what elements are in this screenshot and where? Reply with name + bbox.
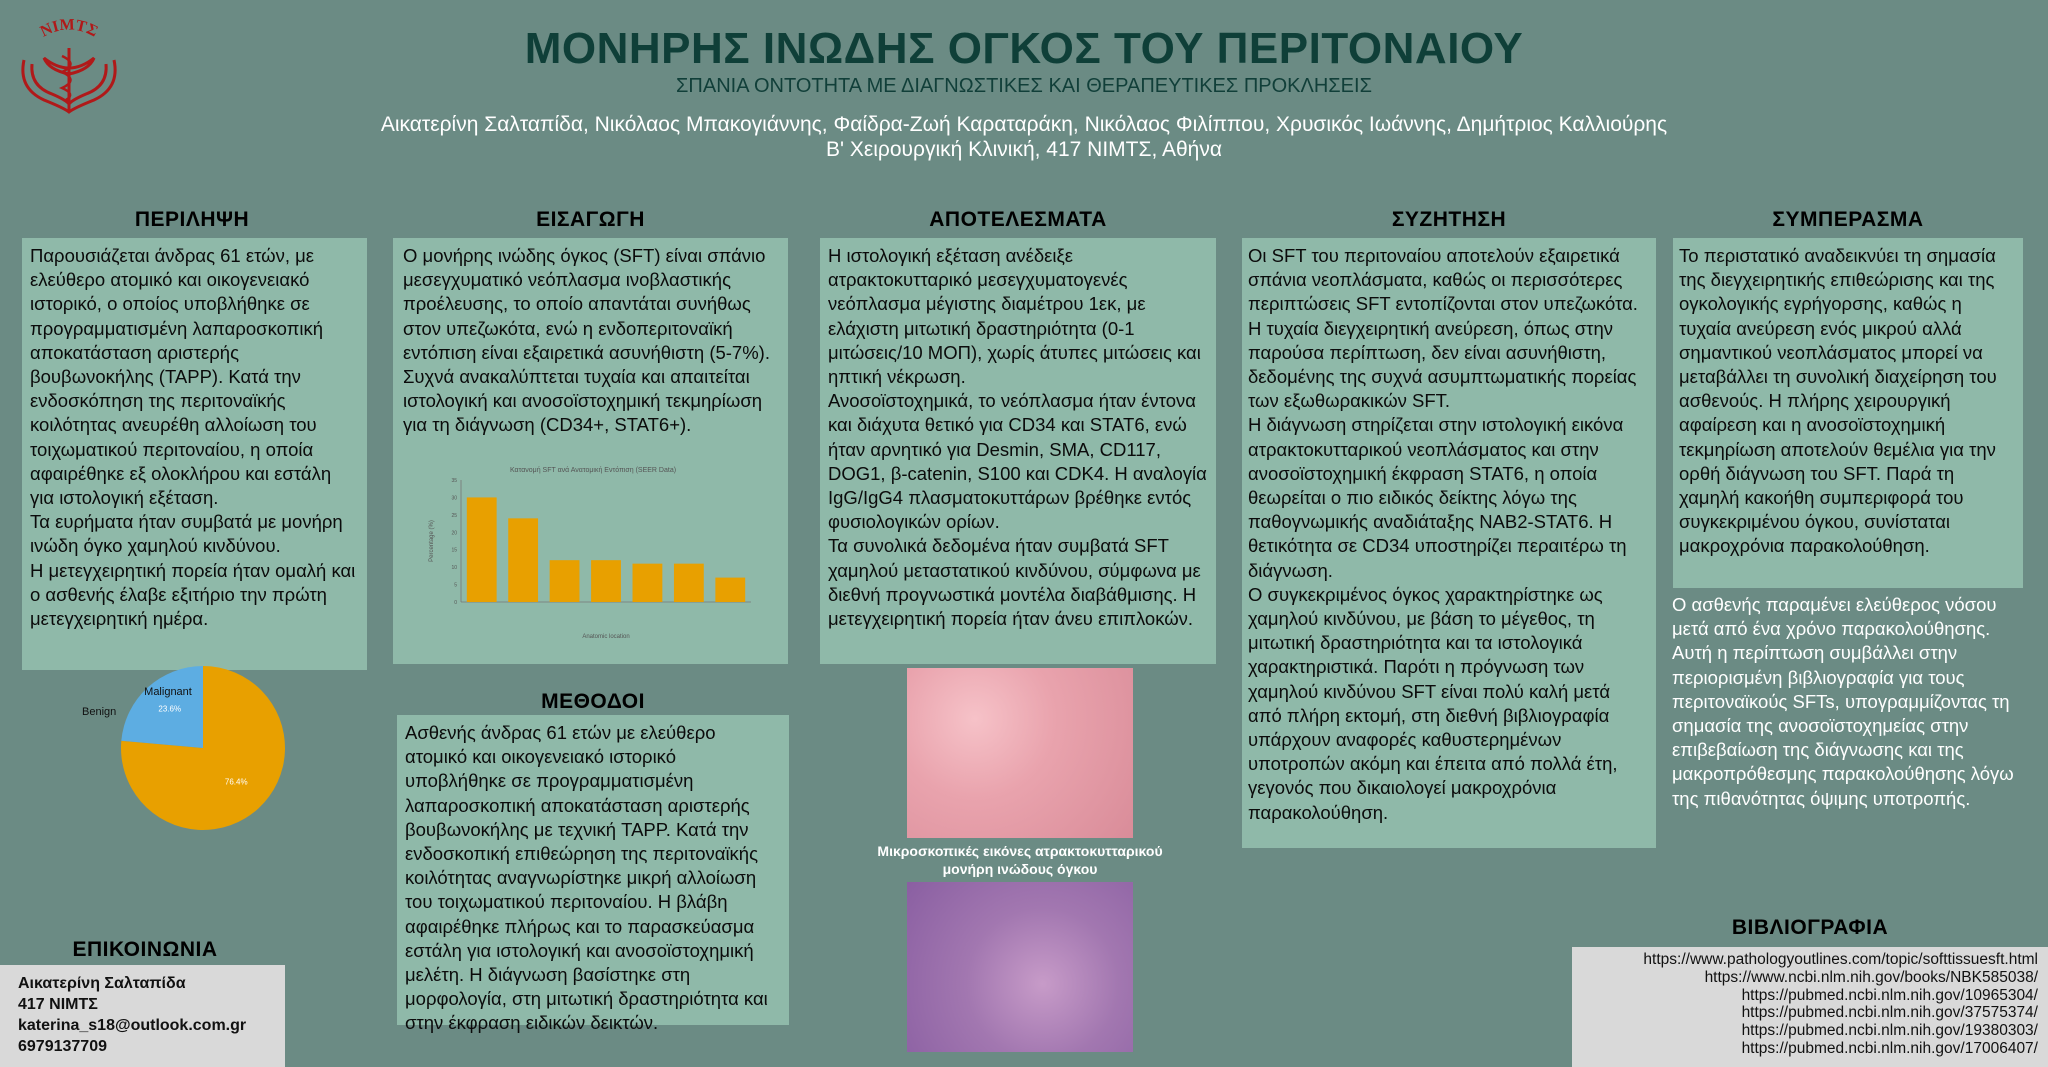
bar: [633, 563, 663, 601]
y-tick-label: 10: [451, 564, 457, 571]
affiliation: Β' Χειρουργική Κλινική, 417 ΝΙΜΤΣ, Αθήνα: [826, 138, 1222, 161]
pie-value-label: 76.4%: [224, 777, 248, 787]
pie-chart-svg: [70, 660, 350, 835]
y-tick-label: 30: [451, 495, 457, 502]
reference-link[interactable]: https://www.ncbi.nlm.nih.gov/books/NBK585038/: [1704, 968, 2038, 986]
summary-paragraph: Τα ευρήματα ήταν συμβατά με μονήρη ινώδη όγκο χαμηλού κινδύνου.: [30, 511, 343, 557]
microscopy-image-1: [907, 668, 1133, 838]
summary-heading: ΠΕΡΙΛΗΨΗ: [134, 208, 250, 231]
bar: [508, 518, 538, 602]
contact-org: 417 ΝΙΜΤΣ: [18, 996, 98, 1013]
y-tick-label: 0: [454, 599, 457, 606]
summary-box: [22, 238, 367, 670]
summary-paragraph: Η μετεγχειρητική πορεία ήταν ομαλή και ο ασθενής έλαβε εξιτήριο την πρώτη μετεγχειρητική ημέρα.: [30, 559, 356, 630]
pie-value-label: 23.6%: [158, 704, 182, 714]
y-tick-label: 15: [451, 547, 457, 554]
conclusion-text: Το περιστατικό αναδεικνύει τη σημασία της διεγχειρητικής επιθεώρισης και της ογκολογικής εγρήγορσης, καθώς η τυχαία ανεύρεση ενός μικρού αλλά σημαντικού νεοπλάσματος μπορεί να μεταβάλλει τη συνολική διαχείρηση του ασθενούς. Η πλήρης χειρουργική αφαίρεση και η ανοσοϊστοχημική τεκμηρίωση αποτελούν θεμέλια για την ορθή διάγνωση του SFT. Παρά τη χαμηλή κακοήθη συμπεριφορά του συγκεκριμένου όγκου, συνίσταται μακροχρόνια παρακολούθηση.: [1679, 245, 1997, 557]
y-tick-label: 35: [451, 477, 457, 484]
conclusion-followup: Ο ασθενής παραμένει ελεύθερος νόσου μετά από ένα χρόνο παρακολούθησης. Αυτή η περίπτωση συμβάλλει στην περιορισμένη βιβλιογραφία για τους περιτοναϊκούς SFTs, υπογραμμίζοντας τη σημασία της ανοσοϊστοχημείας στην επιβεβαίωση της διάγνωσης και της μακροπρόθεσμης παρακολούθησης λόγω της πιθανότητας όψιμης υποτροπής.: [1672, 594, 2014, 809]
reference-link[interactable]: https://pubmed.ncbi.nlm.nih.gov/37575374/: [1741, 1004, 2038, 1022]
results-heading: ΑΠΟΤΕΛΕΣΜΑΤΑ: [929, 208, 1107, 231]
bar: [715, 577, 745, 601]
pie-chart: [70, 660, 350, 835]
intro-heading: ΕΙΣΑΓΩΓΗ: [536, 208, 645, 231]
microscopy-image-2: [907, 882, 1133, 1052]
discussion-paragraph: Ο συγκεκριμένος όγκος χαρακτηρίστηκε ως χαμηλού κινδύνου, με βάση το μέγεθος, τη μιτωτική δραστηριότητα και τα ιστολογικά χαρακτηριστικά. Παρότι η πρόγνωση των χαμηλού κινδύνου SFT είναι πολύ καλή μετά από πλήρη εκτομή, στη διεθνή βιβλιογραφία υπάρχουν αναφορές καθυστερημένων υποτροπών ακόμη και έπειτα από πολλά έτη, γεγονός που δικαιολογεί μακροχρόνια παρακολούθηση.: [1248, 583, 1618, 823]
discussion-paragraph: Η διάγνωση στηρίζεται στην ιστολογική εικόνα ατρακτοκυτταρικού νεοπλάσματος και στην ανοσοϊστοχημική έκφραση STAT6, η οποία θεωρείται ο πιο ειδικός δείκτης λόγω της παθογνωμικής αναδιάταξης NAB2-STAT6. Η θετικότητα σε CD34 υποστηρίζει περαιτέρω τη διάγνωση.: [1248, 414, 1627, 581]
intro-box: [393, 238, 788, 664]
results-paragraph: Τα συνολικά δεδομένα ήταν συμβατά SFT χαμηλού μεταστατικού κινδύνου, σύμφωνα με διεθνή προγνωστικά μοντέλα διαβάθμισης. Η μετεγχειρητική πορεία ήταν άνευ επιπλοκών.: [828, 535, 1201, 630]
bar: [674, 563, 704, 601]
reference-link[interactable]: https://pubmed.ncbi.nlm.nih.gov/19380303/: [1741, 1022, 2038, 1040]
contact-phone: 6979137709: [18, 1038, 107, 1055]
contact-heading: ΕΠΙΚΟΙΝΩΝΙΑ: [72, 938, 218, 961]
contact-name: Αικατερίνη Σαλταπίδα: [18, 975, 186, 992]
y-axis-label: Percentage (%): [429, 519, 435, 562]
authors: Αικατερίνη Σαλταπίδα, Νικόλαος Μπακογιάννης, Φαίδρα-Ζωή Καραταράκη, Νικόλαος Φιλίππου, Χρυσικός Ιωάννης, Δημήτριος Καλλιούρης: [380, 113, 1668, 136]
conclusion-box: [1673, 238, 2023, 588]
reference-link[interactable]: https://pubmed.ncbi.nlm.nih.gov/10965304/: [1741, 986, 2038, 1004]
reference-link[interactable]: https://www.pathologyoutlines.com/topic/softtissuesft.html: [1643, 951, 2038, 968]
results-paragraph: Η ιστολογική εξέταση ανέδειξε ατρακτοκυτταρικό μεσεγχυματογενές νεόπλασμα μέγιστης διαμέτρου 1εκ, με ελάχιστη μιτωτική δραστηριότητα (0-1 μιτώσεις/10 ΜΟΠ), χωρίς άτυπες μιτώσεις και ηπτική νέκρωση.: [828, 245, 1201, 388]
conclusion-heading: ΣΥΜΠΕΡΑΣΜΑ: [1772, 208, 1924, 231]
bibliography-heading: ΒΙΒΛΙΟΓΡΑΦΙΑ: [1731, 916, 1889, 939]
bibliography-box: [1572, 947, 2048, 1067]
y-tick-label: 25: [451, 512, 457, 519]
methods-text: Ασθενής άνδρας 61 ετών με ελεύθερο ατομικό και οικογενειακό ιστορικό υποβλήθηκε σε προγραμματισμένη λαπαροσκοπική αποκατάσταση αριστερής βουβωνοκήλης με τεχνική TAPP. Κατά την ενδοσκοπική επιθεώρηση της περιτοναϊκής κοιλότητας αναγνωρίστηκε μικρή αλλοίωση του τοιχωματικού περιτοναίου. Η βλάβη αφαιρέθηκε πλήρως και το παρασκεύασμα εστάλη για ιστολογική και ανοσοϊστοχημική μελέτη. Η διάγνωση βασίστηκε στη μορφολογία, στη μιτωτική δραστηριότητα και στην έκφραση ειδικών δεικτών.: [405, 722, 768, 1034]
pie-legend-label: Malignant: [144, 686, 192, 699]
y-tick-label: 20: [451, 529, 457, 536]
x-axis-label: Anatomic location: [582, 633, 630, 640]
poster-title: ΜΟΝΗΡΗΣ ΙΝΩΔΗΣ ΟΓΚΟΣ ΤΟΥ ΠΕΡΙΤΟΝΑΙΟΥ: [524, 24, 1524, 73]
discussion-heading: ΣΥΖΗΤΗΣΗ: [1391, 208, 1507, 231]
intro-text: Ο μονήρης ινώδης όγκος (SFT) είναι σπάνιο μεσεγχυματικό νεόπλασμα ινοβλαστικής προέλευσης, το οποίο απαντάται συνήθως στον υπεζωκότα, ενώ η ενδοπεριτοναϊκή εντόπιση είναι εξαιρετικά ασυνήθιστη (5-7%). Συχνά ανακαλύπτεται τυχαία και απαιτείται ιστολογική και ανοσοϊστοχημική τεκμηρίωση για τη διάγνωση (CD34+, STAT6+).: [403, 245, 770, 436]
results-paragraph: Ανοσοϊστοχημικά, το νεόπλασμα ήταν έντονα και διάχυτα θετικό για CD34 και STAT6, ενώ ήταν αρνητικό για Desmin, SMA, CD117, DOG1, β-catenin, S100 και CDK4. Η αναλογία IgG/IgG4 πλασματοκυττάρων βρέθηκε εντός φυσιολογικών ορίων.: [828, 390, 1207, 533]
discussion-box: [1242, 238, 1656, 848]
contact-box: [0, 965, 285, 1067]
methods-box: [397, 715, 789, 1034]
chart-title: Κατανομή SFT ανά Ανατομική Εντόπιση (SEER Data): [509, 466, 677, 474]
methods-heading: ΜΕΘΟΔΟΙ: [541, 690, 645, 713]
summary-paragraph: Παρουσιάζεται άνδρας 61 ετών, με ελεύθερο ατομικό και οικογενειακό ιστορικό, ο οποίος υποβλήθηκε σε προγραμματισμένη λαπαροσκοπική αποκατάσταση αριστερής βουβωνοκήλης (TAPP). Κατά την ενδοσκόπηση της περιτοναϊκής κοιλότητας ανευρέθη αλλοίωση του τοιχωματικού περιτοναίου, η οποία αφαιρέθηκε εξ ολοκλήρου και εστάλη για ιστολογική εξέταση.: [30, 245, 332, 509]
results-box: [820, 238, 1216, 664]
bar: [550, 560, 580, 602]
reference-link[interactable]: https://pubmed.ncbi.nlm.nih.gov/17006407/: [1741, 1039, 2038, 1057]
bar-chart: [423, 462, 763, 642]
y-tick-label: 5: [454, 582, 457, 589]
poster-subtitle: ΣΠΑΝΙΑ ΟΝΤΟΤΗΤΑ ΜΕ ΔΙΑΓΝΩΣΤΙΚΕΣ ΚΑΙ ΘΕΡΑΠΕΥΤΙΚΕΣ ΠΡΟΚΛΗΣΕΙΣ: [676, 75, 1372, 97]
bar: [467, 497, 497, 602]
discussion-paragraph: Οι SFT του περιτοναίου αποτελούν εξαιρετικά σπάνια νεοπλάσματα, καθώς οι περισσότερες περιπτώσεις SFT εντοπίζονται στον υπεζωκότα. Η τυχαία διεγχειρητική ανεύρεση, όπως στην παρούσα περίπτωση, δεν είναι ασυνήθιστη, δεδομένης της συχνά ασυμπτωματικής πορείας των εξωθωρακικών SFT.: [1248, 245, 1638, 412]
bar: [591, 560, 621, 602]
pie-legend-label: Benign: [82, 706, 117, 718]
microscopy-caption: Μικροσκοπικές εικόνες ατρακτοκυτταρικού μονήρη ινώδους όγκου: [877, 843, 1163, 877]
contact-email[interactable]: katerina_s18@outlook.com.gr: [18, 1017, 247, 1034]
logo-text: ΝΙΜΤΣ: [37, 16, 101, 41]
